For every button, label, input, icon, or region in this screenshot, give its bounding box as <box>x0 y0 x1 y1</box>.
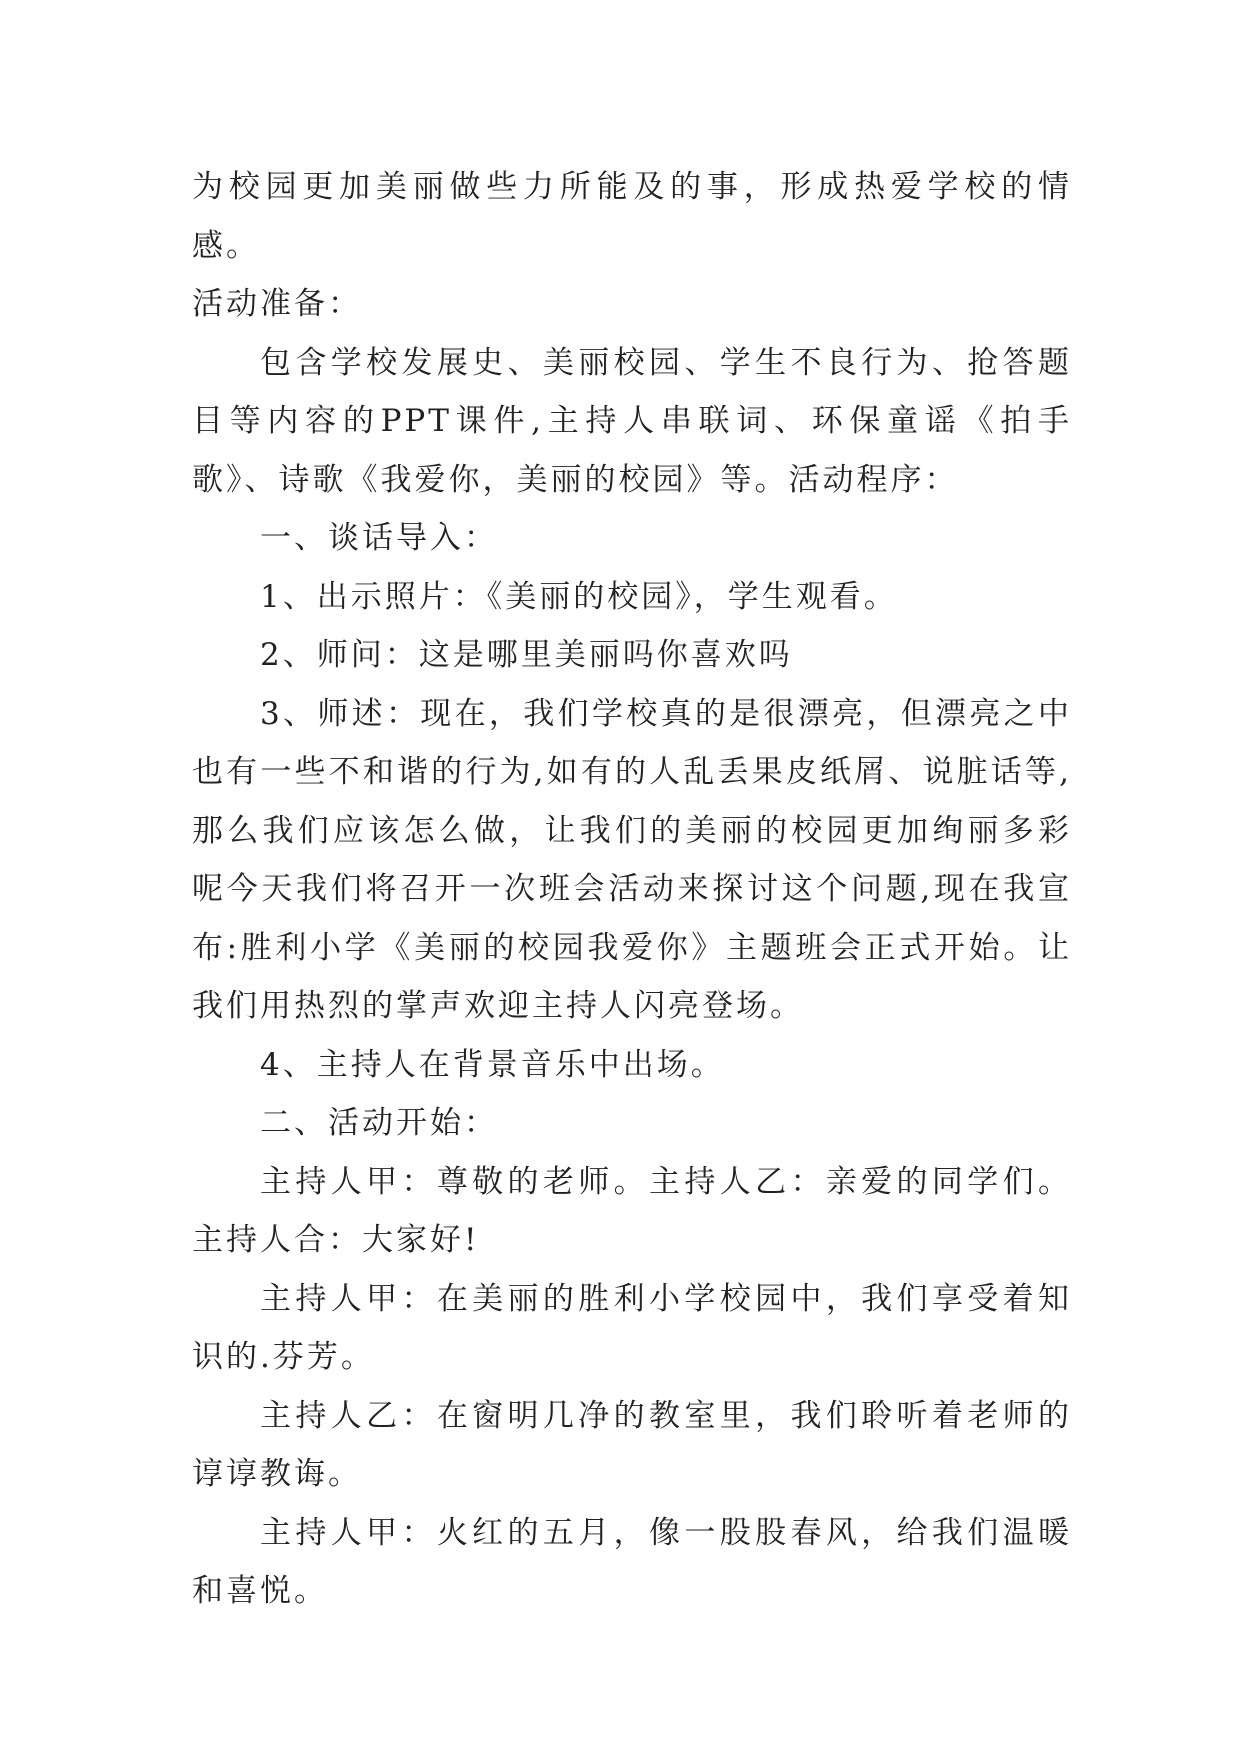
dialogue-line: 主持人甲：在美丽的胜利小学校园中，我们享受着知识的.芬芳。 <box>192 1280 1072 1375</box>
list-item: 4、主持人在背景音乐中出场。 <box>260 1046 725 1083</box>
list-item: 3、师述：现在，我们学校真的是很漂亮，但漂亮之中也有一些不和谐的行为,如有的人乱丢果皮纸屑、说脏话等,那么我们应该怎么做，让我们的美丽的校园更加绚丽多彩呢今天我们将召开一次班会活动来探讨这个问题,现在我宣布:胜利小学《美丽的校园我爱你》主题班会正式开始。让我们用热烈的掌声欢迎主持人闪亮登场。 <box>192 695 1072 1024</box>
section-heading-activity-preparation: 活动准备： <box>192 286 362 322</box>
document-body <box>192 158 1072 1621</box>
list-item: 2、师问：这是哪里美丽吗你喜欢吗 <box>260 637 793 673</box>
section-heading-activity-start: 二、活动开始： <box>260 1105 498 1141</box>
section-heading-talk-intro: 一、谈话导入： <box>260 520 498 556</box>
dialogue-line: 主持人乙：在窗明几净的教室里，我们聆听着老师的谆谆教诲。 <box>192 1397 1072 1492</box>
list-item: 1、出示照片：《美丽的校园》，学生观看。 <box>260 578 898 615</box>
dialogue-line: 主持人甲：火红的五月，像一股股春风，给我们温暖和喜悦。 <box>192 1514 1072 1609</box>
paragraph: 包含学校发展史、美丽校园、学生不良行为、抢答题目等内容的PPT课件,主持人串联词、环保童谣《拍手歌》、诗歌《我爱你，美丽的校园》等。活动程序： <box>192 344 1072 498</box>
dialogue-line: 主持人甲：尊敬的老师。主持人乙：亲爱的同学们。主持人合：大家好! <box>192 1163 1072 1258</box>
paragraph: 为校园更加美丽做些力所能及的事，形成热爱学校的情感。 <box>192 169 1072 264</box>
